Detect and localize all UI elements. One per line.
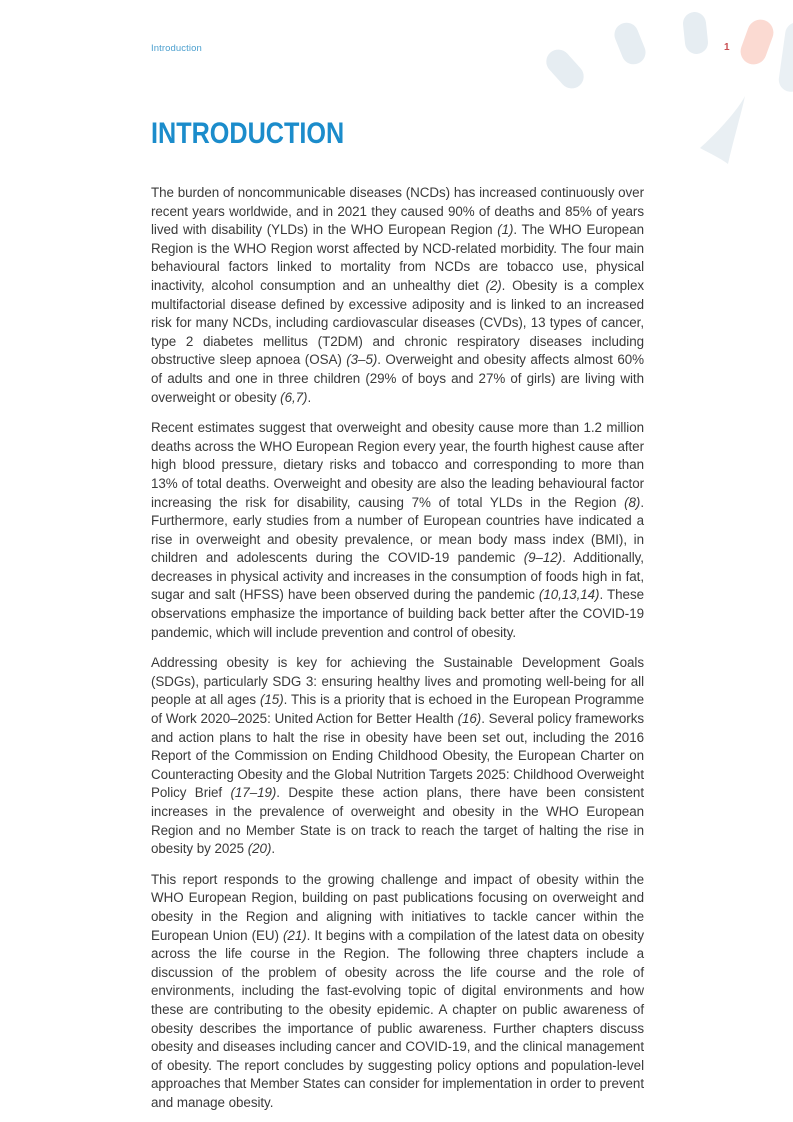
page-number: 1	[724, 42, 730, 53]
palm-triangle-icon	[699, 95, 751, 165]
finger-shape-icon	[611, 19, 649, 68]
running-header: Introduction	[151, 43, 202, 54]
paragraph: Recent estimates suggest that overweight and obesity cause more than 1.2 million deaths across the WHO European Region every year, the fourth highest cause after high blood pressure, dietary risks and tobacco and corresponding to more than 13% of total deaths. Overweight and obesity are also the leading behavioural factor increasing the risk for disability, causing 7% of total YLDs in the Region (8). Furthermore, early studies from a number of European countries have indicated a rise in overweight and obesity prevalence, or mean body mass index (BMI), in children and adolescents during the COVID-19 pandemic (9–12). Additionally, decreases in physical activity and increases in the consumption of foods high in fat, sugar and salt (HFSS) have been observed during the pandemic (10,13,14). These observations emphasize the importance of building back better after the COVID-19 pandemic, which will include prevention and control of obesity.	[151, 420, 644, 640]
paragraph: The burden of noncommunicable diseases (NCDs) has increased continuously over recent years worldwide, and in 2021 they caused 90% of deaths and 85% of years lived with disability (YLDs) in the WHO European Region (1). The WHO European Region is the WHO Region worst affected by NCD-related morbidity. The four main behavioural factors linked to mortality from NCDs are tobacco use, physical inactivity, alcohol consumption and an unhealthy diet (2). Obesity is a complex multifactorial disease defined by excessive adiposity and is linked to an increased risk for many NCDs, including cardiovascular diseases (CVDs), 13 types of cancer, type 2 diabetes mellitus (T2DM) and chronic respiratory diseases including obstructive sleep apnoea (OSA) (3–5). Overweight and obesity affects almost 60% of adults and one in three children (29% of boys and 27% of girls) are living with overweight or obesity (6,7).	[151, 185, 644, 405]
page-title: INTRODUCTION	[151, 117, 345, 150]
body-text	[151, 184, 644, 1122]
hand-graphic	[0, 0, 793, 180]
finger-shape-coral-icon	[737, 16, 777, 68]
paragraph: This report responds to the growing challenge and impact of obesity within the WHO European Region, building on past publications focusing on overweight and obesity in the Region and aligning with initiatives to tackle cancer within the European Union (EU) (21). It begins with a compilation of the latest data on obesity across the life course in the Region. The following three chapters include a discussion of the problem of obesity across the life course and the role of environments, including the fast-evolving topic of digital environments and how these are contributing to the obesity epidemic. A chapter on public awareness of obesity describes the importance of public awareness. Further chapters discuss obesity and diseases including cancer and COVID-19, and the clinical management of obesity. The report concludes by suggesting policy options and population-level approaches that Member States can consider for implementation in order to prevent and manage obesity.	[151, 871, 644, 1110]
thumb-shape-icon	[777, 21, 793, 94]
finger-shape-icon	[682, 11, 709, 55]
finger-shape-icon	[541, 45, 588, 94]
paragraph: Addressing obesity is key for achieving the Sustainable Development Goals (SDGs), particularly SDG 3: ensuring healthy lives and promoting well-being for all people at all ages (15). This is a priority that is echoed in the European Programme of Work 2020–2025: United Action for Better Health (16). Several policy frameworks and action plans to halt the rise in obesity have been set out, including the 2016 Report of the Commission on Ending Childhood Obesity, the European Charter on Counteracting Obesity and the Global Nutrition Targets 2025: Childhood Overweight Policy Brief (17–19). Despite these action plans, there have been consistent increases in the prevalence of overweight and obesity in the WHO European Region and no Member State is on track to reach the target of halting the rise in obesity by 2025 (20).	[151, 655, 644, 857]
